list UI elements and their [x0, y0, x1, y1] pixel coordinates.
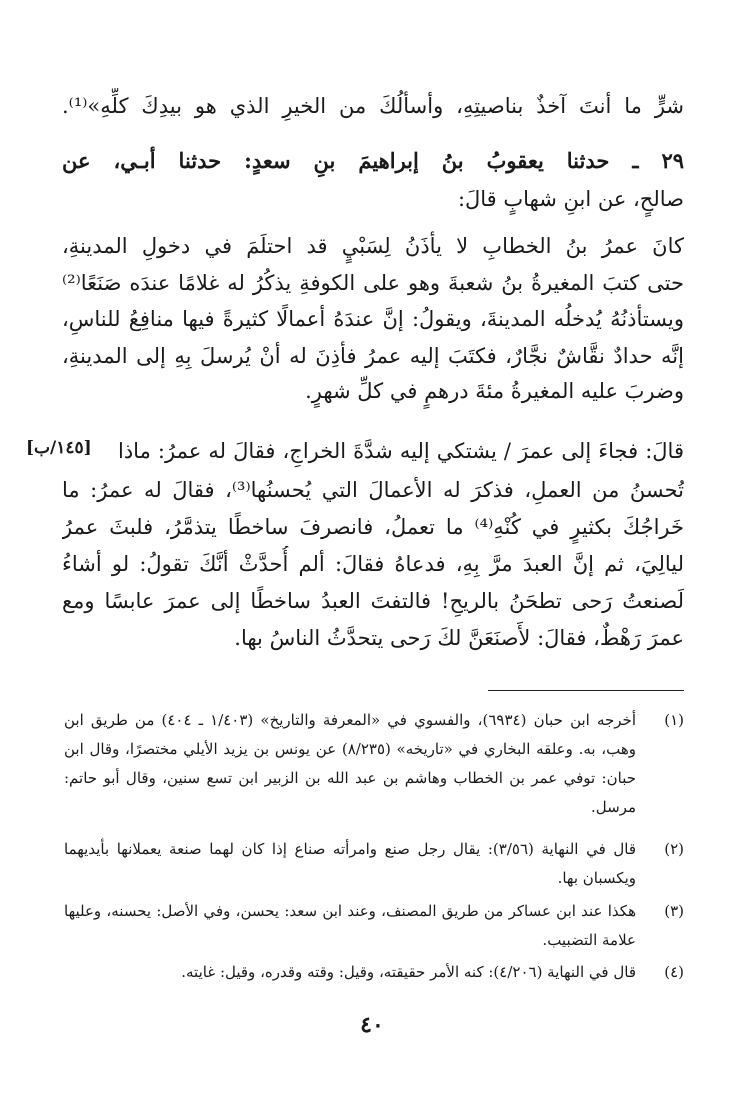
text-line: لَصنعتُ رَحى تطحَنُ بالريحِ! فالتفتَ العبدُ ساخطًا إلى عمرَ عابسًا ومع [62, 589, 684, 613]
footnote-text: قال في النهاية (٣/٥٦): يقال رجل صنع وامرأته صناع إذا كان لهما صنعة يعملانها بأيديهما ويكسبان بها. [64, 840, 636, 887]
text-line: حتى كتبَ المغيرةُ بنُ شعبةَ وهو على الكوفةِ يذكُرُ له غلامًا عندَه صَنَعًا⁽²⁾ [62, 271, 684, 295]
footnote-text: هكذا عند ابن عساكر من طريق المصنف، وعند ابن سعد: يحسن، وفي الأصل: يحسنه، وعليها علامة التضبيب. [64, 902, 636, 949]
footnote-number: (١) [664, 711, 684, 729]
text-line: إنَّه حدادٌ نقَّاشٌ نجَّارٌ، فكتَبَ إليه عمرُ فأذِنَ له أنْ يُرسلَ بِهِ إلى المدينةِ، [62, 344, 684, 368]
text-line: ويستأذنُهُ يُدخلُه المدينةَ، ويقولُ: إنَّ عندَهُ أعمالًا كثيرةً فيها منافِعُ للناسِ، [62, 307, 684, 331]
text-line: ليالِيَ، ثم إنَّ العبدَ مرَّ بِهِ، فدعاهُ فقالَ: ألم أُحدَّثْ أنَّكَ تقولُ: لو أشاءُ [62, 552, 684, 576]
footnote-1 [64, 706, 684, 822]
hadith-heading-line: ٢٩ ـ حدثنا يعقوبُ بنُ إبراهيمَ بنِ سعدٍ: حدثنا أبـي، عن [62, 148, 684, 173]
page-number: ٤٠ [360, 1012, 384, 1038]
footnote-4 [64, 958, 684, 987]
footnote-number: (٢) [664, 840, 684, 858]
text-line: وضربَ عليه المغيرةُ مئةَ درهمٍ في كلِّ شهرٍ. [305, 379, 684, 403]
text-line: صالحٍ، عن ابنِ شهابٍ قالَ: [457, 187, 684, 211]
text-line: تُحسنُ من العملِ، فذكرَ له الأعمالَ التي يُحسنُها⁽³⁾، فقالَ له عمرُ: ما [62, 478, 684, 502]
footnote-text: قال في النهاية (٤/٢٠٦): كنه الأمر حقيقته، وقيل: وقته وقدره، وقيل: غايته. [181, 963, 636, 981]
footnote-number: (٣) [664, 902, 684, 920]
text-line: عمرَ رَهْطٌ، فقالَ: لأَصنَعَنَّ لكَ رَحى يتحدَّثُ الناسُ بها. [234, 626, 684, 650]
text-line: خَراجُكَ بكثيرٍ في كُنْهِ⁽⁴⁾ ما تعملُ، فانصرفَ ساخطًا يتذمَّرُ، فلبثَ عمرُ [62, 515, 684, 539]
footnote-2 [64, 835, 684, 893]
text-line: كانَ عمرُ بنُ الخطابِ لا يأذَنُ لِسَبْيٍ قد احتلَمَ في دخولِ المدينةِ، [62, 234, 684, 258]
footnote-text: أخرجه ابن حبان (٦٩٣٤)، والفسوي في «المعرفة والتاريخ» (١/٤٠٣ ـ ٤٠٤) من طريق ابن وهب، به. وعلقه البخاري في «تاريخه» (٨/٢٣٥) عن يونس بن يزيد الأيلي مختصرًا، وقال ابن حبان: توفي عمر بن الخطاب وهاشم بن عبد الله بن الزبير ابن تسع سنين، وقال أبو حاتم: مرسل. [64, 711, 636, 816]
text-line: قالَ: فجاءَ إلى عمرَ / يشتكي إليه شدَّةَ الخراجِ، فقالَ له عمرُ: ماذا [118, 439, 684, 463]
footnote-3 [64, 897, 684, 955]
manuscript-folio-marker: [١٤٥/ب] [26, 438, 92, 458]
text-line: شرٍّ ما أنتَ آخذٌ بناصيتِهِ، وأسألُكَ من الخيرِ الذي هو بيدِكَ كلِّهِ»⁽¹⁾. [62, 94, 684, 118]
footnote-separator [488, 690, 684, 691]
footnote-number: (٤) [664, 963, 684, 981]
